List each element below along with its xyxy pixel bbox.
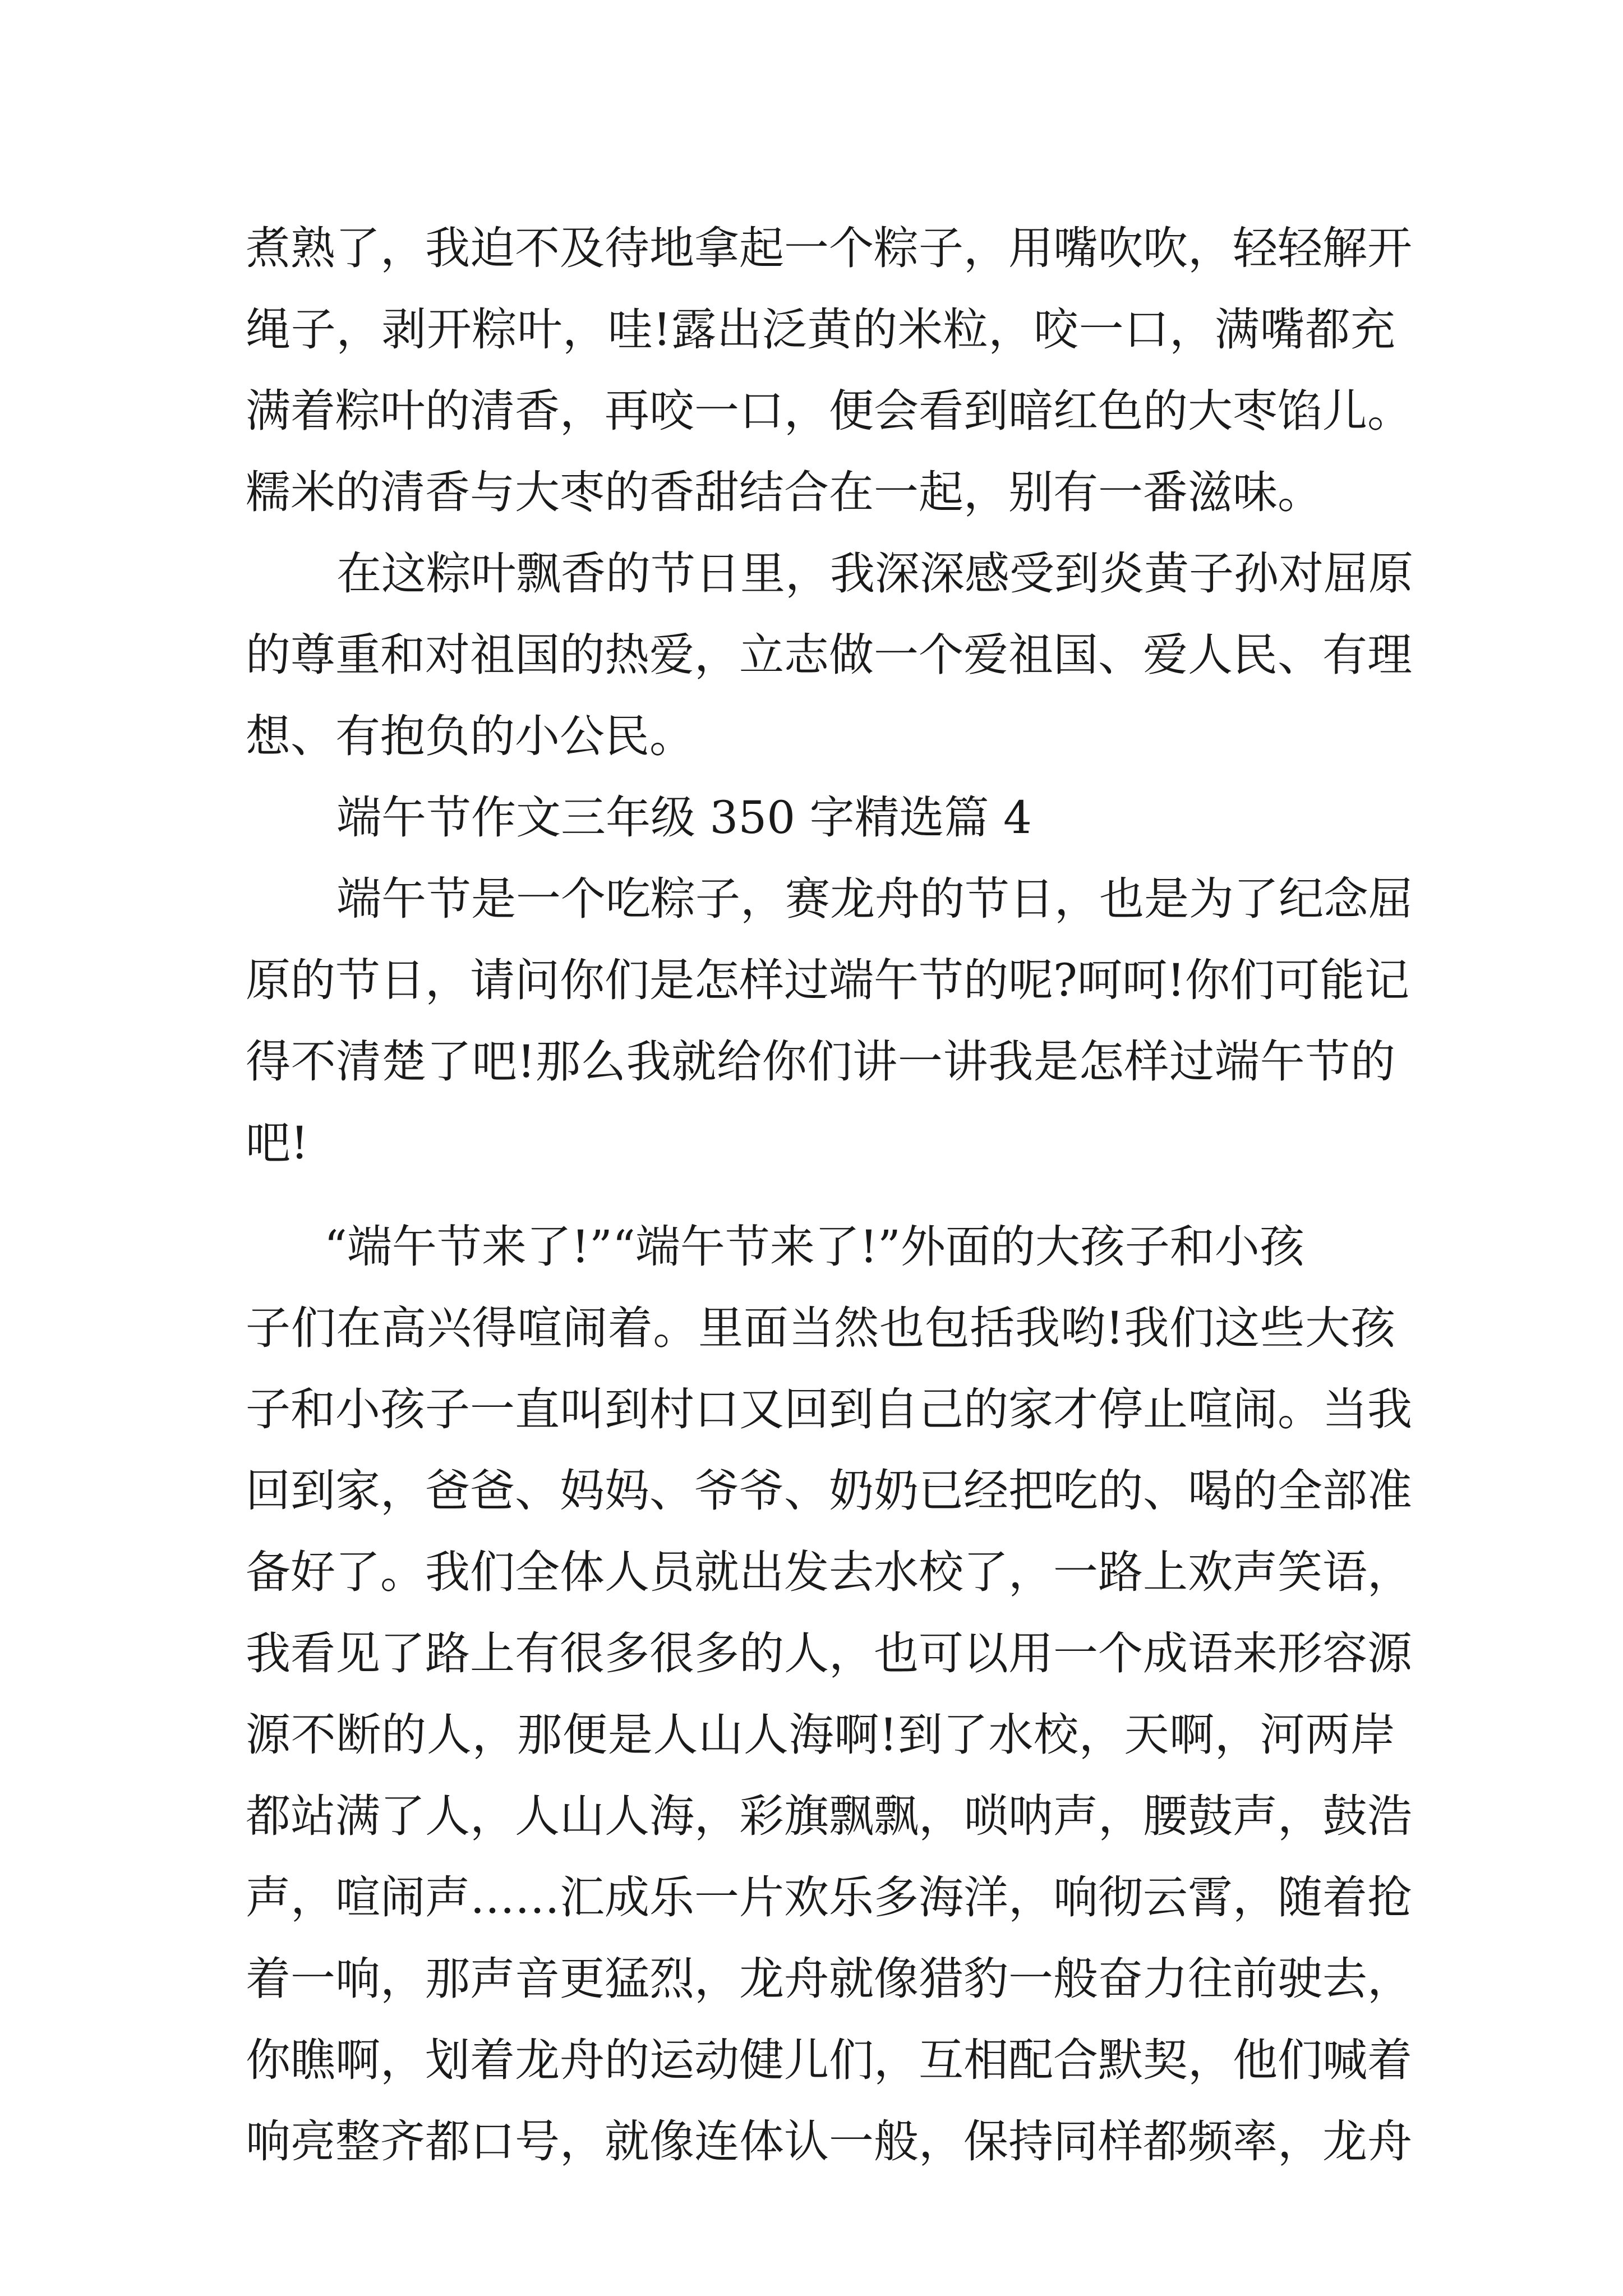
text-line: 煮熟了，我迫不及待地拿起一个粽子，用嘴吹吹，轻轻解开 [246, 222, 1412, 274]
text-line: 端午节是一个吃粽子，赛龙舟的节日，也是为了纪念屈 [336, 873, 1413, 925]
text-line: 声，喧闹声……汇成乐一片欢乐多海洋，响彻云霄，随着抢 [246, 1871, 1412, 1924]
text-line: 子们在高兴得喧闹着。里面当然也包括我哟!我们这些大孩 [246, 1302, 1395, 1354]
text-line: 备好了。我们全体人员就出发去水校了，一路上欢声笑语， [246, 1546, 1412, 1598]
text-line: 得不清楚了吧!那么我就给你们讲一讲我是怎样过端午节的 [246, 1036, 1395, 1088]
section-heading: 端午节作文三年级 350 字精选篇 4 [336, 792, 1032, 844]
text-line: 在这粽叶飘香的节日里，我深深感受到炎黄子孙对屈原 [336, 547, 1413, 600]
text-line: “端午节来了!”“端午节来了!”外面的大孩子和小孩 [324, 1221, 1304, 1273]
text-line: 都站满了人，人山人海，彩旗飘飘，唢呐声，腰鼓声，鼓浩 [246, 1790, 1412, 1842]
text-line: 吧! [246, 1117, 309, 1169]
text-line: 绳子，剥开粽叶，哇!露出泛黄的米粒，咬一口，满嘴都充 [246, 303, 1395, 356]
text-line: 糯米的清香与大枣的香甜结合在一起，别有一番滋味。 [246, 466, 1322, 518]
text-line: 子和小孩子一直叫到村口又回到自己的家才停止喧闹。当我 [246, 1383, 1412, 1435]
text-line: 我看见了路上有很多很多的人，也可以用一个成语来形容源 [246, 1627, 1412, 1680]
text-line: 你瞧啊，划着龙舟的运动健儿们，互相配合默契，他们喊着 [246, 2034, 1412, 2086]
text-line: 原的节日，请问你们是怎样过端午节的呢?呵呵!你们可能记 [246, 954, 1410, 1006]
text-line: 回到家，爸爸、妈妈、爷爷、奶奶已经把吃的、喝的全部准 [246, 1465, 1412, 1517]
text-line: 响亮整齐都口号，就像连体认一般，保持同样都频率，龙舟 [246, 2115, 1412, 2168]
text-line: 源不断的人，那便是人山人海啊!到了水校，天啊，河两岸 [246, 1709, 1395, 1761]
text-line: 的尊重和对祖国的热爱，立志做一个爱祖国、爱人民、有理 [246, 629, 1412, 681]
text-line: 着一响，那声音更猛烈，龙舟就像猎豹一般奋力往前驶去， [246, 1953, 1412, 2005]
document-body [246, 208, 1412, 2182]
text-line: 想、有抱负的小公民。 [246, 710, 694, 762]
paragraph-gap [246, 1184, 1412, 1206]
text-line: 满着粽叶的清香，再咬一口，便会看到暗红色的大枣馅儿。 [246, 385, 1412, 437]
